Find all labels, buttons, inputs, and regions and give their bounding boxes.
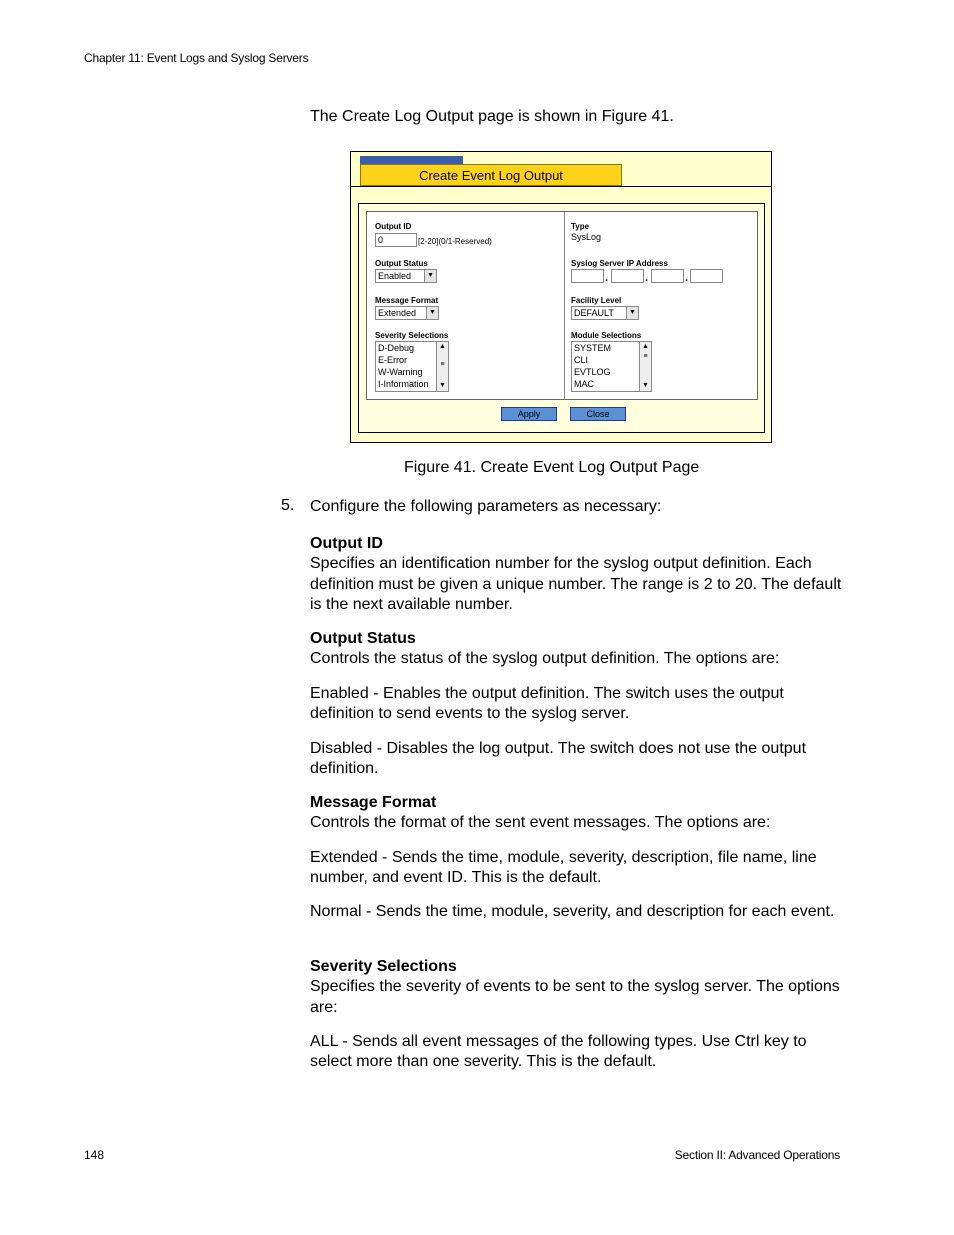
- figure-caption: Figure 41. Create Event Log Output Page: [404, 459, 700, 476]
- option-extended: Extended - Sends the time, module, severity, description, file name, line number, and event ID. This is the default.: [310, 849, 817, 887]
- severity-selections-label: Severity Selections: [375, 331, 449, 340]
- running-footer: Section II: Advanced Operations: [674, 1148, 840, 1162]
- ip-dot: .: [685, 272, 689, 284]
- figure-screenshot: [350, 151, 772, 443]
- list-item[interactable]: I-Information: [378, 379, 429, 389]
- output-id-input[interactable]: 0: [375, 233, 417, 247]
- scrollbar[interactable]: [639, 342, 651, 391]
- param-desc: Controls the format of the sent event messages. The options are:: [310, 814, 771, 832]
- step-number: 5.: [281, 497, 295, 514]
- option-all: ALL - Sends all event messages of the following types. Use Ctrl key to select more than one severity. This is the default.: [310, 1033, 807, 1071]
- param-term: Message Format: [310, 794, 437, 811]
- form-panel: [358, 203, 765, 433]
- param-term: Severity Selections: [310, 958, 457, 975]
- ip-octet-4-input[interactable]: [690, 269, 723, 283]
- chevron-down-icon: ▼: [626, 307, 638, 319]
- param-desc: Controls the status of the syslog output definition. The options are:: [310, 650, 780, 668]
- ip-dot: .: [605, 272, 609, 284]
- tab-strip: [360, 156, 463, 164]
- apply-button[interactable]: Apply: [501, 407, 557, 421]
- chevron-up-icon: ▲: [439, 343, 446, 350]
- facility-level-label: Facility Level: [571, 296, 622, 305]
- output-status-select[interactable]: [375, 269, 437, 283]
- list-item[interactable]: EVTLOG: [574, 367, 611, 377]
- param-severity-selections: [310, 957, 850, 1018]
- option-disabled: Disabled - Disables the log output. The switch does not use the output definition.: [310, 740, 807, 778]
- scrollbar[interactable]: [436, 342, 448, 391]
- param-message-format: [310, 793, 850, 834]
- list-item[interactable]: SYSTEM: [574, 343, 612, 353]
- message-format-value: Extended: [378, 308, 417, 318]
- list-item[interactable]: D-Debug: [378, 343, 415, 353]
- chevron-down-icon: ▼: [424, 270, 436, 282]
- output-status-value: Enabled: [378, 271, 412, 281]
- param-term: Output Status: [310, 630, 416, 647]
- chevron-down-icon: ▼: [642, 382, 649, 389]
- type-value: SysLog: [571, 232, 602, 242]
- output-id-hint: [2-20](0/1-Reserved): [418, 237, 492, 246]
- severity-listbox[interactable]: [375, 341, 449, 392]
- list-item[interactable]: E-Error: [378, 355, 407, 365]
- option-normal: Normal - Sends the time, module, severity, and description for each event.: [310, 903, 835, 920]
- page-number: 148: [84, 1148, 105, 1162]
- list-item[interactable]: MAC: [574, 379, 594, 389]
- step-text: Configure the following parameters as necessary:: [310, 498, 662, 515]
- close-button[interactable]: Close: [570, 407, 626, 421]
- syslog-ip-label: Syslog Server IP Address: [571, 259, 668, 268]
- ip-octet-3-input[interactable]: [651, 269, 684, 283]
- tab-create-event-log-output[interactable]: Create Event Log Output: [360, 164, 622, 186]
- ip-octet-2-input[interactable]: [611, 269, 644, 283]
- running-header: Chapter 11: Event Logs and Syslog Servers: [84, 51, 309, 65]
- type-label: Type: [571, 222, 590, 231]
- intro-text: The Create Log Output page is shown in Figure 41.: [310, 108, 674, 125]
- scroll-thumb-icon: ≡: [440, 361, 445, 368]
- list-item[interactable]: W-Warning: [378, 367, 423, 377]
- divider: [351, 186, 771, 187]
- facility-level-value: DEFAULT: [574, 308, 614, 318]
- module-listbox[interactable]: [571, 341, 652, 392]
- scroll-thumb-icon: ≡: [643, 353, 648, 360]
- param-term: Output ID: [310, 535, 383, 552]
- message-format-select[interactable]: [375, 306, 439, 320]
- form-inner: [366, 211, 758, 400]
- ip-dot: .: [645, 272, 649, 284]
- param-output-id: [310, 534, 850, 615]
- output-id-label: Output ID: [375, 222, 412, 231]
- facility-level-select[interactable]: [571, 306, 639, 320]
- output-status-label: Output Status: [375, 259, 428, 268]
- param-desc: Specifies the severity of events to be sent to the syslog server. The options are:: [310, 978, 840, 1016]
- ip-octet-1-input[interactable]: [571, 269, 604, 283]
- param-output-status: [310, 629, 850, 670]
- chevron-down-icon: ▼: [439, 382, 446, 389]
- list-item[interactable]: CLI: [574, 355, 589, 365]
- message-format-label: Message Format: [375, 296, 439, 305]
- chevron-down-icon: ▼: [426, 307, 438, 319]
- param-desc: Specifies an identification number for the syslog output definition. Each definition must be given a unique number. The range is 2 to 20. The default is the next available number.: [310, 555, 842, 613]
- module-selections-label: Module Selections: [571, 331, 642, 340]
- option-enabled: Enabled - Enables the output definition. The switch uses the output definition to send events to the syslog server.: [310, 685, 784, 723]
- column-divider: [564, 212, 565, 399]
- chevron-up-icon: ▲: [642, 343, 649, 350]
